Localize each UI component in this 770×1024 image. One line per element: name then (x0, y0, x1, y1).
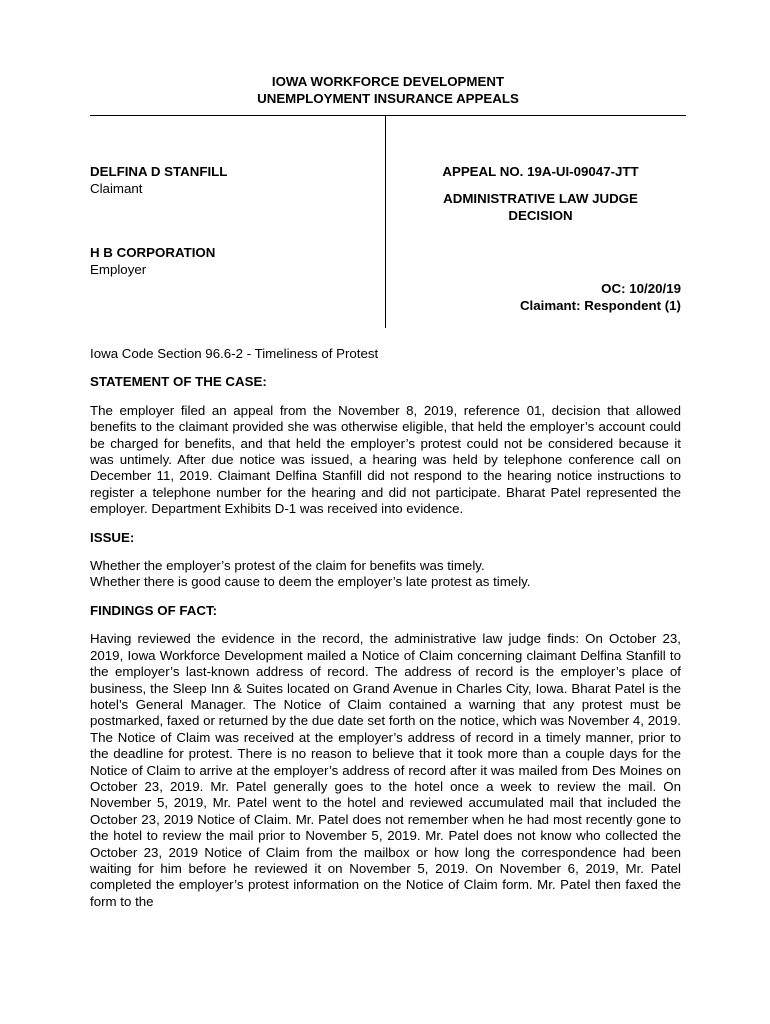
statement-text: The employer filed an appeal from the November 8, 2019, reference 01, decision that allowed benefits to the claimant provided she was otherwise eligible, that held the employer’s account could be charged for benefits, and that held the employer’s protest could not be considered because it was untimely. After due notice was issued, a hearing was held by telephone conference call on December 11, 2019. Claimant Delfina Stanfill did not respond to the hearing notice instructions to register a telephone number for the hearing and did not participate. Bharat Patel represented the employer. Department Exhibits D-1 was received into evidence. (90, 402, 681, 517)
claimant-name: DELFINA D STANFILL (90, 164, 228, 179)
claimant-role: Claimant (90, 181, 143, 196)
findings-text: Having reviewed the evidence in the record, the administrative law judge finds: On October 23, 2019, Iowa Workforce Development mailed a Notice of Claim concerning claimant Delfina Stanfill to the employer’s last-known address of record. The address of record is the employer’s place of business, the Sleep Inn & Suites located on Grand Avenue in Charles City, Iowa. Bharat Patel is the hotel’s General Manager. The Notice of Claim contained a warning that any protest must be postmarked, faxed or returned by the due date set forth on the notice, which was November 4, 2019. The Notice of Claim was received at the employer’s address of record in a timely manner, prior to the deadline for protest. There is no reason to believe that it took more than a couple days for the Notice of Claim to arrive at the employer’s address of record after it was mailed from Des Moines on October 23, 2019. Mr. Patel generally goes to the hotel once a week to review the mail. On November 5, 2019, Mr. Patel went to the hotel and reviewed accumulated mail that included the October 23, 2019 Notice of Claim. Mr. Patel does not remember when he had most recently gone to the hotel to review the mail prior to November 5, 2019. Mr. Patel does not know who collected the October 23, 2019 Notice of Claim from the mailbox or how long the correspondence had been waiting for him before he reviewed it on November 5, 2019. On November 6, 2019, Mr. Patel completed the employer’s protest information on the Notice of Claim form. Mr. Patel then faxed the form to the (90, 631, 681, 909)
issue-line-1: Whether the employer’s protest of the claim for benefits was timely. (90, 558, 485, 574)
decision-title-line1: ADMINISTRATIVE LAW JUDGE (443, 191, 638, 206)
statement-heading: STATEMENT OF THE CASE: (90, 374, 267, 390)
appeal-number: APPEAL NO. 19A-UI-09047-JTT (442, 164, 639, 179)
caption-divider (385, 115, 386, 328)
claimant-status: Claimant: Respondent (1) (519, 298, 681, 313)
party-block (90, 163, 370, 278)
caption-top-rule (90, 115, 686, 116)
case-info-block (400, 163, 681, 314)
agency-header (90, 73, 686, 107)
decision-title (400, 190, 681, 224)
decision-title-line2: DECISION (508, 208, 573, 223)
oc-info (400, 280, 681, 314)
agency-name: IOWA WORKFORCE DEVELOPMENT (271, 74, 505, 89)
oc-date: OC: 10/20/19 (601, 281, 681, 296)
decision-body (90, 346, 681, 910)
employer-role: Employer (90, 262, 147, 277)
agency-division: UNEMPLOYMENT INSURANCE APPEALS (257, 91, 519, 106)
issue-line-2: Whether there is good cause to deem the employer’s late protest as timely. (90, 574, 531, 590)
employer-name: H B CORPORATION (90, 245, 216, 260)
findings-heading: FINDINGS OF FACT: (90, 602, 218, 618)
code-section: Iowa Code Section 96.6-2 - Timeliness of Protest (90, 346, 379, 361)
issue-heading: ISSUE: (90, 529, 135, 545)
